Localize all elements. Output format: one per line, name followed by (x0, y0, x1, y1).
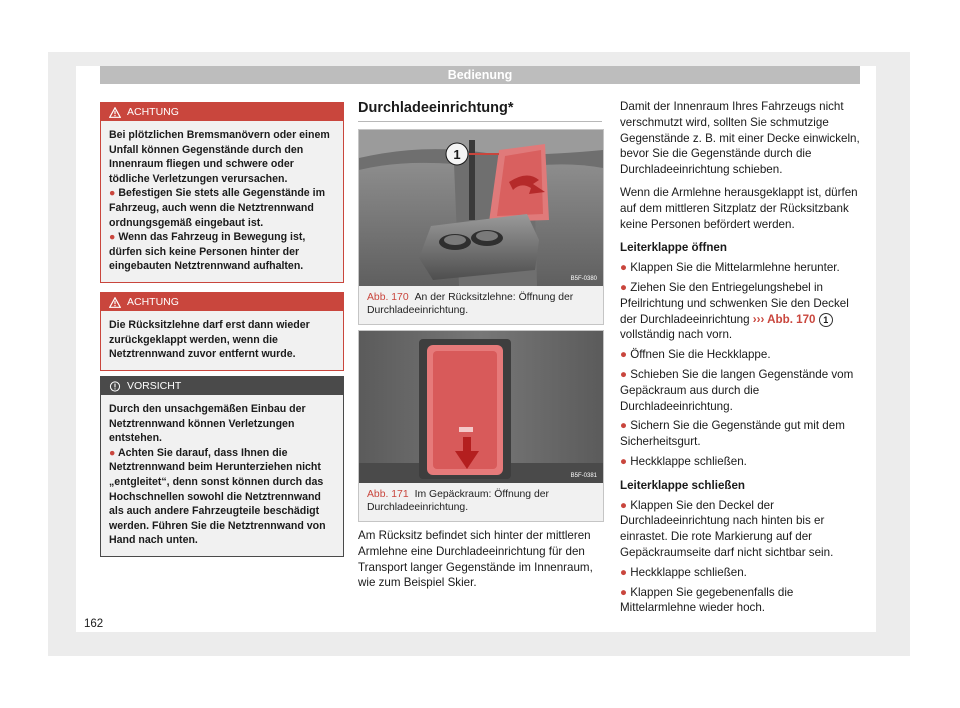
bullet-icon: ● (109, 231, 116, 244)
page-number: 162 (84, 618, 104, 630)
warning-label: ACHTUNG (127, 296, 179, 308)
warning-bullet (109, 186, 335, 230)
notice-label: VORSICHT (127, 380, 182, 392)
warning-bullet-text: Wenn das Fahrzeug in Bewegung ist, dürfen sich keine Personen hinter der eingebauten Netztrennwand aufhalten. (109, 231, 306, 273)
rear-seat-illustration (359, 130, 603, 286)
step-text: Heckklappe schließen. (630, 565, 747, 579)
notice-bullet-text: Achten Sie darauf, dass Ihnen die Netztrennwand beim Herunterziehen nicht „entgleitet“, denn sonst können durch das Hochschnellen sowohl die Netztrennwand als auch andere Fahrzeugteile beschädigt werden. Führen Sie die Netztrennwand von Hand nach unten. (109, 446, 326, 547)
step-text: Öffnen Sie die Heckklappe. (630, 348, 771, 362)
figure-caption (359, 483, 603, 521)
bullet-icon: ● (620, 454, 628, 468)
warning-icon (109, 107, 121, 118)
step-text: Heckklappe schließen. (630, 454, 747, 468)
warning-icon (109, 297, 121, 308)
body-paragraph: Am Rücksitz befindet sich hinter der mittleren Armlehne eine Durchladeeinrichtung für den Transport langer Gegenstände im Innenraum, wie zum Beispiel Skier. (358, 529, 593, 590)
step-item (620, 585, 860, 617)
warning-box-2 (100, 292, 344, 371)
step-text: Klappen Sie die Mittelarmlehne herunter. (630, 261, 840, 275)
bullet-icon: ● (620, 261, 628, 275)
notice-header (101, 377, 343, 395)
column-3 (620, 99, 860, 620)
warning-label: ACHTUNG (127, 106, 179, 118)
step-text: Klappen Sie den Deckel der Durchladeeinrichtung nach hinten bis er einrastet. Die rote Markierung auf der Gepäckraumseite darf nicht sichtbar sein. (620, 498, 834, 559)
figure-caption (359, 286, 603, 324)
bullet-icon: ● (620, 585, 628, 599)
page-header: Bedienung (100, 66, 860, 84)
subheading-close: Leiterklappe schließen (620, 478, 746, 492)
body-paragraph: Damit der Innenraum Ihres Fahrzeugs nicht verschmutzt wird, sollten Sie schmutzige Gegenstände z. B. mit einer Decke einwickeln, bevor Sie die Gegenstände durch die Durchladeeinrichtung schieben. (620, 100, 860, 177)
figure-marker: 1 (453, 147, 461, 162)
figure-marker: 1 (819, 313, 833, 327)
bullet-icon: ● (620, 367, 628, 381)
step-text: Klappen Sie gegebenenfalls die Mittelarmlehne wieder hoch. (620, 585, 794, 615)
warning-text: Die Rücksitzlehne darf erst dann wieder zurückgeklappt werden, wenn die Netztrennwand zuvor entfernt wurde. (109, 319, 310, 361)
step-item (620, 367, 860, 414)
bullet-icon: ● (620, 419, 628, 433)
bullet-icon: ● (620, 348, 628, 362)
step-item (620, 280, 860, 343)
figure-label: Abb. 170 (367, 292, 409, 303)
bullet-icon: ● (620, 498, 628, 512)
info-icon (109, 381, 121, 392)
warning-header (101, 103, 343, 121)
step-text: Ziehen Sie den Entriegelungshebel in Pfeilrichtung und schwenken Sie den Deckel der Durchladeeinrichtung (620, 280, 849, 326)
warning-bullet (109, 230, 335, 274)
notice-bullet (109, 446, 335, 548)
section-title: Durchladeeinrichtung* (358, 100, 514, 116)
step-text: vollständig nach vorn. (620, 328, 733, 342)
luggage-compartment-illustration (359, 331, 603, 483)
bullet-icon: ● (109, 446, 116, 459)
subheading-open: Leiterklappe öffnen (620, 241, 727, 255)
figure-reference-link[interactable]: ››› Abb. 170 (752, 312, 816, 326)
notice-box (100, 376, 344, 557)
bullet-icon: ● (109, 187, 116, 200)
figure-code: B5F-0380 (570, 276, 597, 282)
figure-170 (358, 129, 604, 325)
step-item (620, 418, 860, 450)
step-item (620, 454, 860, 470)
step-text: Schieben Sie die langen Gegenstände vom Gepäckraum aus durch die Durchladeeinrichtung. (620, 367, 854, 413)
step-item (620, 498, 860, 561)
warning-bullet-text: Befestigen Sie stets alle Gegenstände im Fahrzeug, auch wenn die Netztrennwand ordnungsgemäß eingebaut ist. (109, 187, 326, 229)
section-divider (358, 121, 602, 122)
step-text: Sichern Sie die Gegenstände gut mit dem Sicherheitsgurt. (620, 419, 845, 449)
warning-text: Bei plötzlichen Bremsmanövern oder einem Unfall können Gegenstände durch den Innenraum fliegen und schwere oder tödliche Verletzungen verursachen. (109, 129, 330, 185)
bullet-icon: ● (620, 565, 628, 579)
step-item (620, 260, 860, 276)
step-item (620, 565, 860, 581)
figure-171 (358, 330, 604, 522)
notice-text: Durch den unsachgemäßen Einbau der Netztrennwand können Verletzungen entstehen. (109, 403, 306, 445)
warning-header (101, 293, 343, 311)
figure-code: B5F-0381 (570, 473, 597, 479)
figure-label: Abb. 171 (367, 489, 409, 500)
bullet-icon: ● (620, 280, 628, 294)
warning-box-1 (100, 102, 344, 283)
figure-caption-text: Im Gepäckraum: Öffnung der Durchladeeinrichtung. (367, 489, 549, 514)
figure-caption-text: An der Rücksitzlehne: Öffnung der Durchladeeinrichtung. (367, 292, 574, 317)
step-item (620, 347, 860, 363)
body-paragraph: Wenn die Armlehne herausgeklappt ist, dürfen auf dem mittleren Sitzplatz der Rücksitzbank keine Personen befördert werden. (620, 185, 858, 231)
